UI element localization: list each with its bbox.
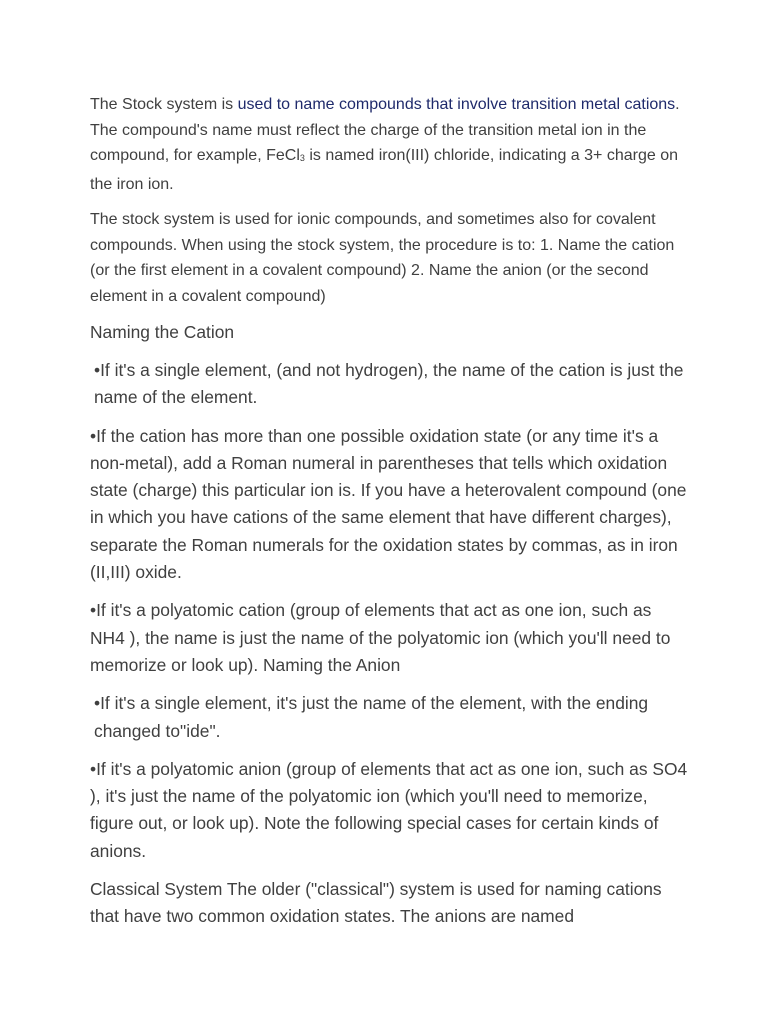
intro-text-a: . The compound's name must reflect the charge of the transition metal ion in the compound, for example, FeCl [90, 96, 680, 164]
bullet-polyatomic-cation: •If it's a polyatomic cation (group of elements that act as one ion, such as NH4 ), the name is just the name of the polyatomic ion (which you'll need to memorize or look up). Naming the Anion [90, 600, 671, 675]
heading-naming-cation: Naming the Cation [90, 322, 235, 342]
intro-lead-text: The Stock system is [90, 96, 238, 113]
transition-metal-link[interactable]: used to name compounds that involve transition metal cations [237, 96, 676, 113]
bullet-single-element-cation: •If it's a single element, (and not hydrogen), the name of the cation is just the name of the element. [94, 360, 684, 408]
bullet-oxidation-state: •If the cation has more than one possible oxidation state (or any time it's a non-metal), add a Roman numeral in parentheses that tells which oxidation state (charge) this particular ion is. If you have a heterovalent compound (one in which you have cations of the same element that have different charges), separate the Roman numerals for the oxidation states by commas, as in iron (II,III) oxide. [90, 425, 687, 583]
paragraph-stock-procedure: The stock system is used for ionic compounds, and sometimes also for covalent compounds. When using the stock system, the procedure is to: 1. Name the cation (or the first element in a covalent compound) 2. Name the anion (or the second element in a covalent compound) [90, 211, 675, 305]
fecl-subscript: 3 [299, 153, 305, 163]
document-body [90, 92, 690, 942]
paragraph-classical-system: Classical System The older ("classical") system is used for naming cations that have two common oxidation states. The anions are named [90, 879, 662, 927]
bullet-polyatomic-anion: •If it's a polyatomic anion (group of elements that act as one ion, such as SO4 ), it's just the name of the polyatomic ion (which you'll need to memorize, figure out, or look up). Note the following special cases for certain kinds of anions. [90, 758, 688, 861]
paragraph-stock-system-intro [90, 92, 690, 197]
intro-text-b: is named iron(III) chloride, indicating a 3+ charge on the iron ion. [90, 147, 678, 193]
bullet-single-element-anion: •If it's a single element, it's just the name of the element, with the ending changed to"ide". [94, 693, 649, 741]
